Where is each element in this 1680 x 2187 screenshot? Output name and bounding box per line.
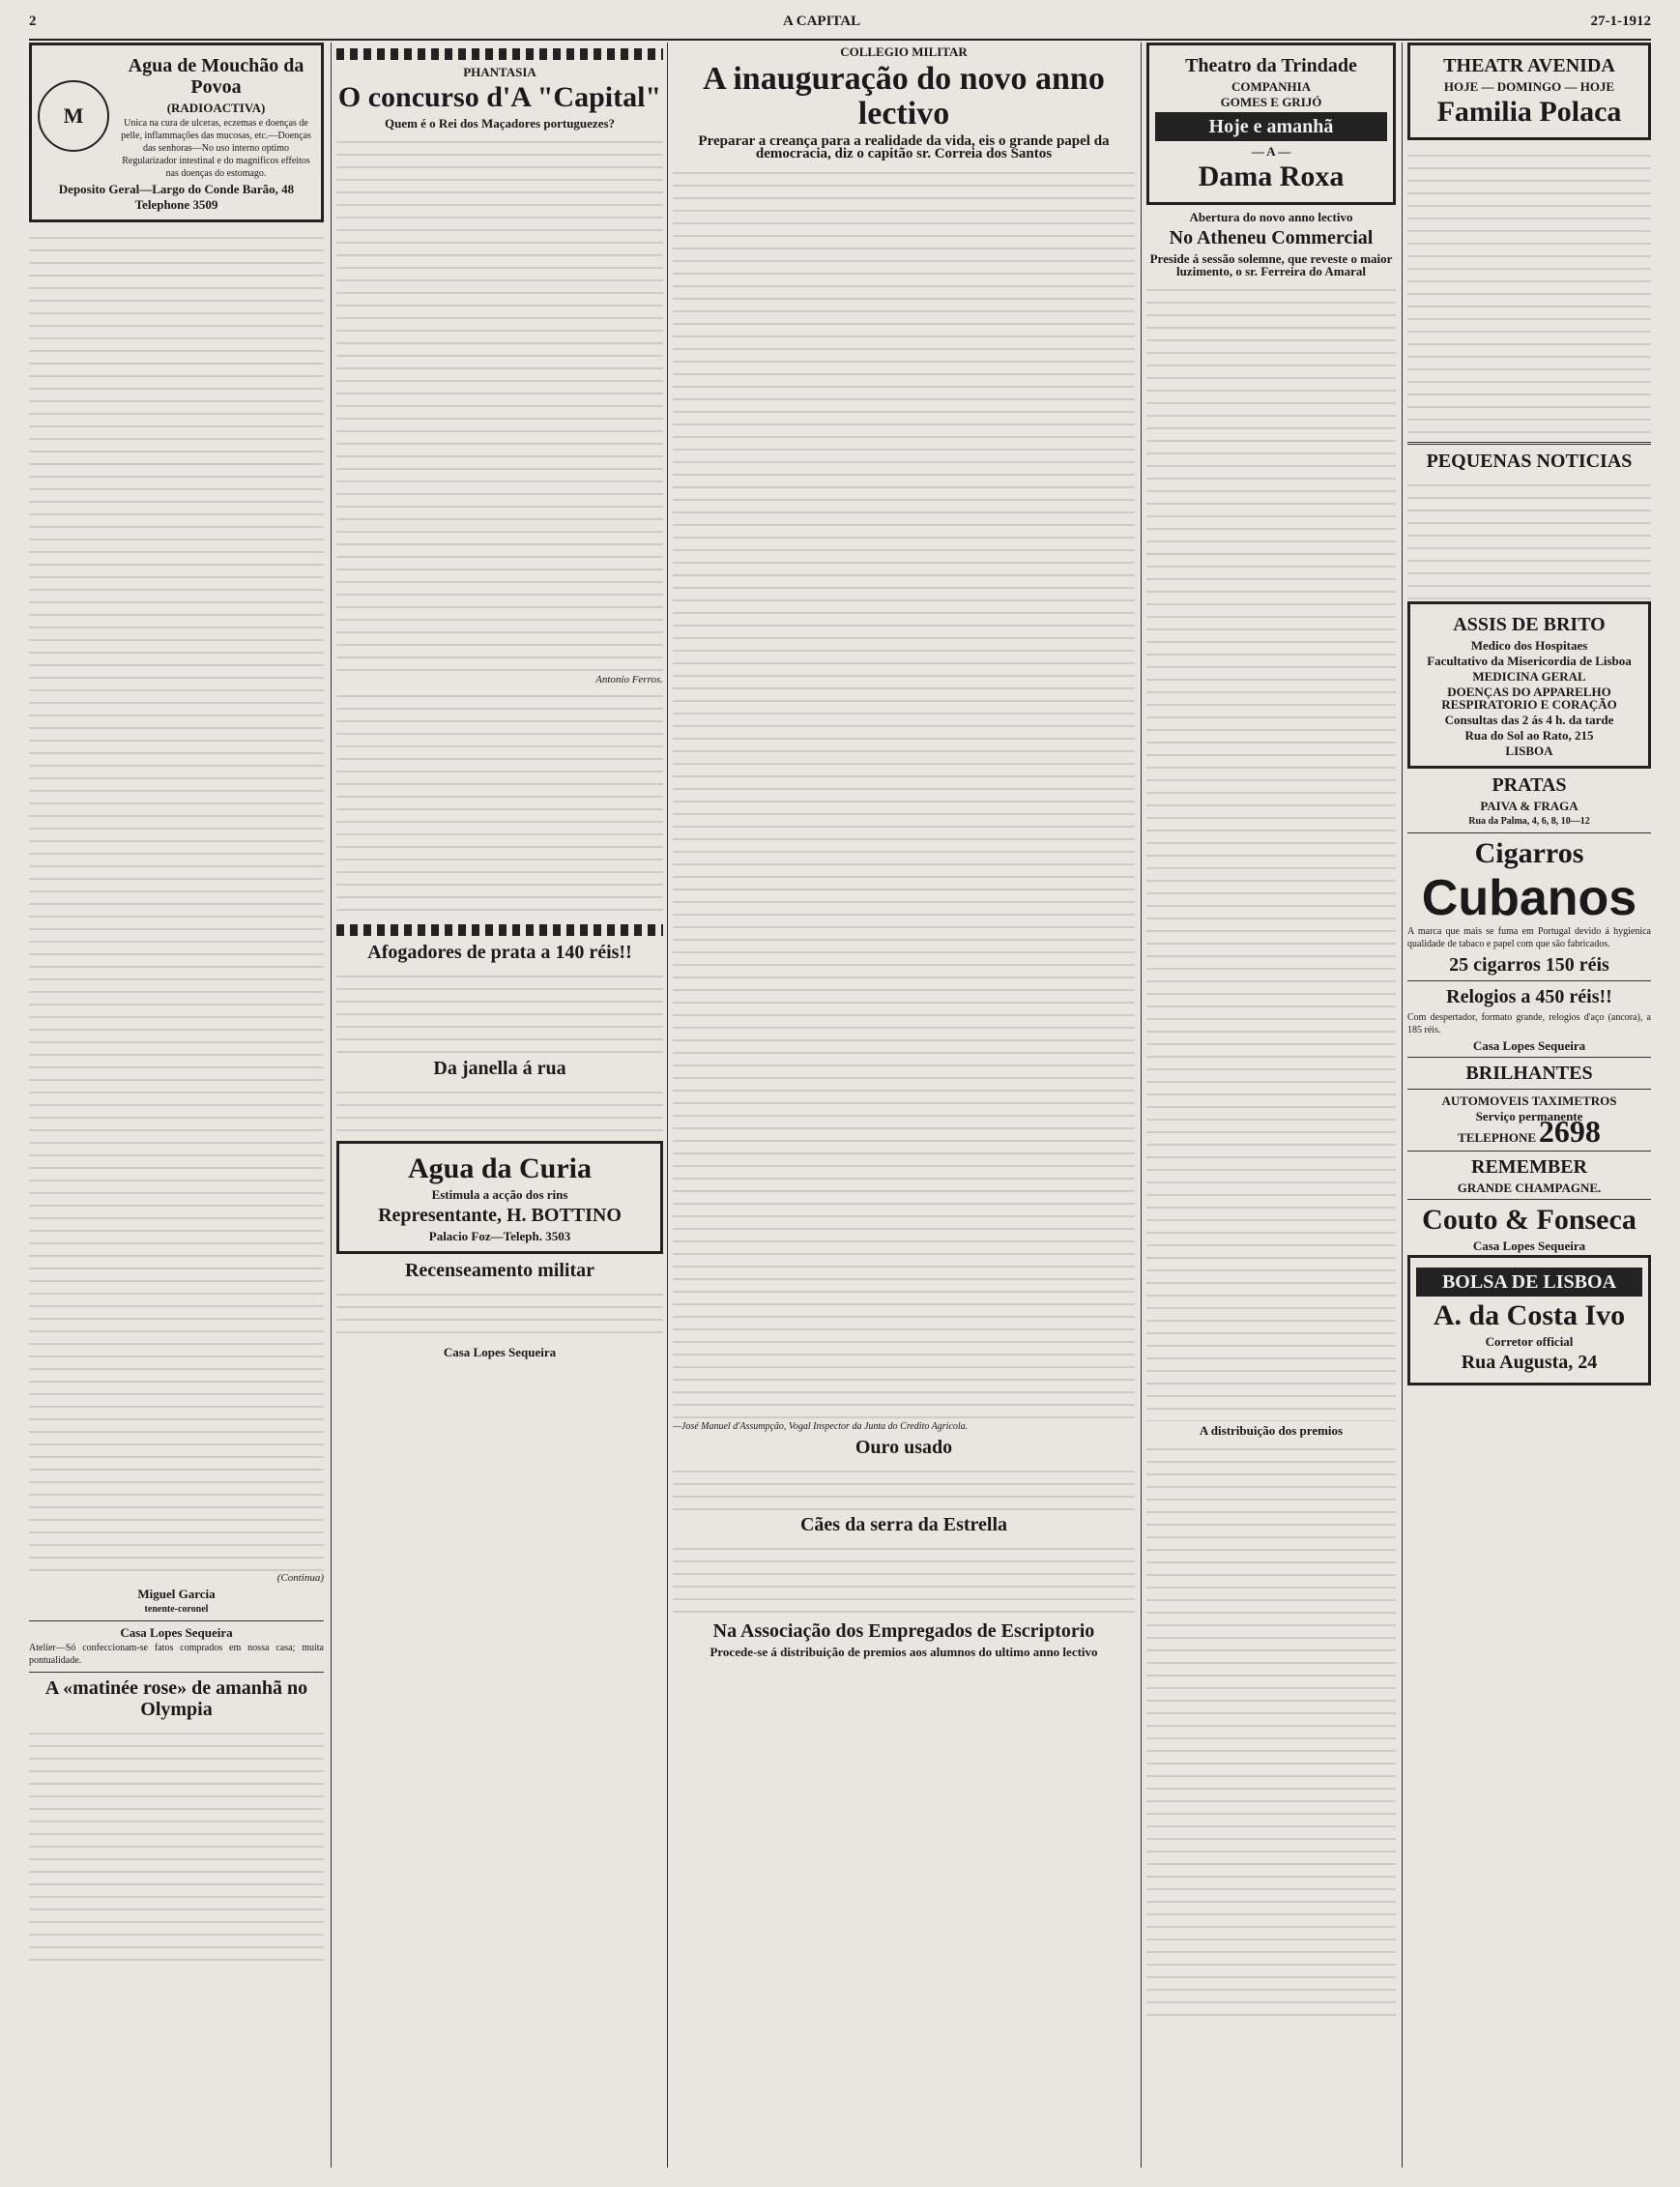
abertura: Abertura do novo anno lectivo [1189, 210, 1353, 224]
avenida-ad: THEATR AVENIDA HOJE — DOMINGO — HOJE Familia Polaca [1407, 43, 1651, 140]
agua-deposito: Deposito Geral—Largo do Conde Barão, 48 [58, 182, 295, 196]
ornament [336, 48, 663, 60]
agua-title: Agua de Mouchão da Povoa [128, 55, 304, 98]
trindade-ad: Theatro da Trindade COMPANHIA GOMES E GRIJÓ Hoje e amanhã — A — Dama Roxa [1146, 43, 1396, 205]
ateneu-title: No Atheneu Commercial [1169, 227, 1374, 248]
gomes: GOMES E GRIJÓ [1220, 95, 1322, 109]
signature: —José Manuel d'Assumpção, Vogal Inspector da Junta do Credito Agricola. [673, 1421, 969, 1432]
afogadores: Afogadores de prata a 140 réis!! [367, 942, 632, 963]
column-2 [336, 43, 663, 2168]
casa-lopes: Casa Lopes Sequeira [120, 1625, 233, 1640]
kicker: COLLEGIO MILITAR [840, 44, 968, 59]
assoc-deck: Procede-se á distribuição de premios aos alumnos do ultimo anno lectivo [710, 1645, 1098, 1659]
curia-addr: Palacio Foz—Teleph. 3503 [428, 1229, 571, 1243]
familia-polaca: Familia Polaca [1436, 96, 1622, 128]
dama-roxa: Dama Roxa [1198, 160, 1345, 192]
curia-title: Agua da Curia [407, 1152, 593, 1184]
section-phantasia: PHANTASIA [463, 65, 536, 79]
verses [336, 132, 663, 674]
ateneu-deck: Preside á sessão solemne, que reveste o maior luzimento, o sr. Ferreira do Amaral [1149, 251, 1393, 278]
teatro-title: Theatro da Trindade [1185, 55, 1357, 76]
main-deck: Preparar a creança para a realidade da vida, eis o grande papel da democracia, diz o capitão sr. Correia dos Santos [698, 133, 1110, 161]
curia-ad [336, 1141, 663, 1254]
paper-name: A CAPITAL [783, 14, 861, 29]
column-1 [29, 43, 324, 2168]
cubanos: Cubanos [1421, 870, 1637, 926]
masthead [29, 14, 1651, 41]
avenida-title: THEATR AVENIDA [1443, 55, 1615, 76]
caes: Cães da serra da Estrella [799, 1514, 1008, 1535]
casa-lopes-2: Casa Lopes Sequeira [443, 1345, 557, 1359]
concurso-title: O concurso d'A "Capital" [337, 81, 662, 113]
agua-tel: Telephone 3509 [134, 197, 218, 212]
main-title: A inauguração do novo anno lectivo [703, 61, 1105, 131]
column-4 [673, 43, 1135, 2168]
ouro: Ouro usado [854, 1437, 953, 1458]
concurso-question: Quem é o Rei dos Maçadores portuguezes? [384, 116, 616, 131]
distribuicao: A distribuição dos premios [1199, 1423, 1344, 1438]
verse-author: Antonio Ferros. [595, 674, 663, 685]
agua-logo-icon: M [38, 80, 109, 152]
agua-ad [29, 43, 324, 222]
column-5 [1146, 43, 1396, 2168]
curia-sub: Estimula a acção dos rins [431, 1187, 568, 1202]
assis-ad: ASSIS DE BRITO Medico dos Hospitaes Facultativo da Misericordia de Lisboa MEDICINA GERAL DOENÇAS DO APPARELHO RESPIRATORIO E CORAÇÃO Consultas das 2 ás 4 h. da tarde Rua do Sol ao Rato, 215 LISBOA [1407, 601, 1651, 769]
matinee-text [29, 1724, 324, 1966]
matinee-title: A «matinée rose» de amanhã no Olympia [44, 1677, 308, 1720]
main-article-text [673, 163, 1135, 1420]
page-number: 2 [29, 14, 37, 29]
casa-lopes-text: Atelier—Só confeccionam-se fatos comprados em nossa casa; muita pontualidade. [29, 1643, 324, 1666]
continua: (Continua) [276, 1572, 324, 1584]
janella: Da janella á rua [433, 1058, 566, 1079]
curia-rep: Representante, H. BOTTINO [378, 1205, 622, 1226]
recenseamento: Recenseamento militar [404, 1260, 595, 1281]
date: 27-1-1912 [1590, 14, 1651, 29]
agua-text: Unica na cura de ulceras, eczemas e doenças de pelle, inflammações das mucosas, etc.—Doenças das senhoras—No uso interno optimo Regularizador intestinal e do magnificos effeitos nas doenças do estomago. [121, 118, 311, 179]
article-text-body [29, 228, 324, 1572]
author-role: tenente-coronel [144, 1604, 209, 1615]
hoje: Hoje e amanhã [1155, 112, 1387, 141]
companhia: COMPANHIA [1231, 79, 1312, 94]
author: Miguel Garcia [137, 1587, 216, 1601]
bolsa-ad: BOLSA DE LISBOA A. da Costa Ivo Corretor official Rua Augusta, 24 [1407, 1255, 1651, 1385]
agua-sub: (RADIOACTIVA) [166, 101, 266, 115]
pequenas-noticias: PEQUENAS NOTICIAS [1426, 451, 1633, 472]
column-6: THEATR AVENIDA HOJE — DOMINGO — HOJE Familia Polaca PEQUENAS NOTICIAS ASSIS DE BRITO Medico dos Hospitaes Facultativo da Misericordia de Lisboa MEDICINA GERAL DOENÇAS DO APPARELHO RESPIRATORIO E CORAÇÃO Consultas das 2 ás 4 h. da tarde Rua do Sol ao Rato, 215 LISBOA PRATAS PAIVA & FRAGA Rua da Palma, 4, 6, 8, 10—12 Cigarros Cubanos A marca que mais se fuma em Portugal devido á hygienica qualidade de tabaco e papel com que são fabricados. 25 cigarros 150 réis Relogios a 450 réis!! Com despertador, formato grande, relogios d'aço (ancora), a 185 réis. Casa Lopes Sequeira BRILHANTES AUTOMOVEIS TAXIMETROS Serviço permanente TELEPHONE 2698 REMEMBER GRANDE CHAMPAGNE. Couto & Fonseca Casa Lopes Sequeira BOLSA DE LISBOA A. da Costa Ivo Corretor official Rua Augusta, 24 [1407, 43, 1651, 2168]
assoc-title: Na Associação dos Empregados de Escriptorio [712, 1620, 1095, 1642]
